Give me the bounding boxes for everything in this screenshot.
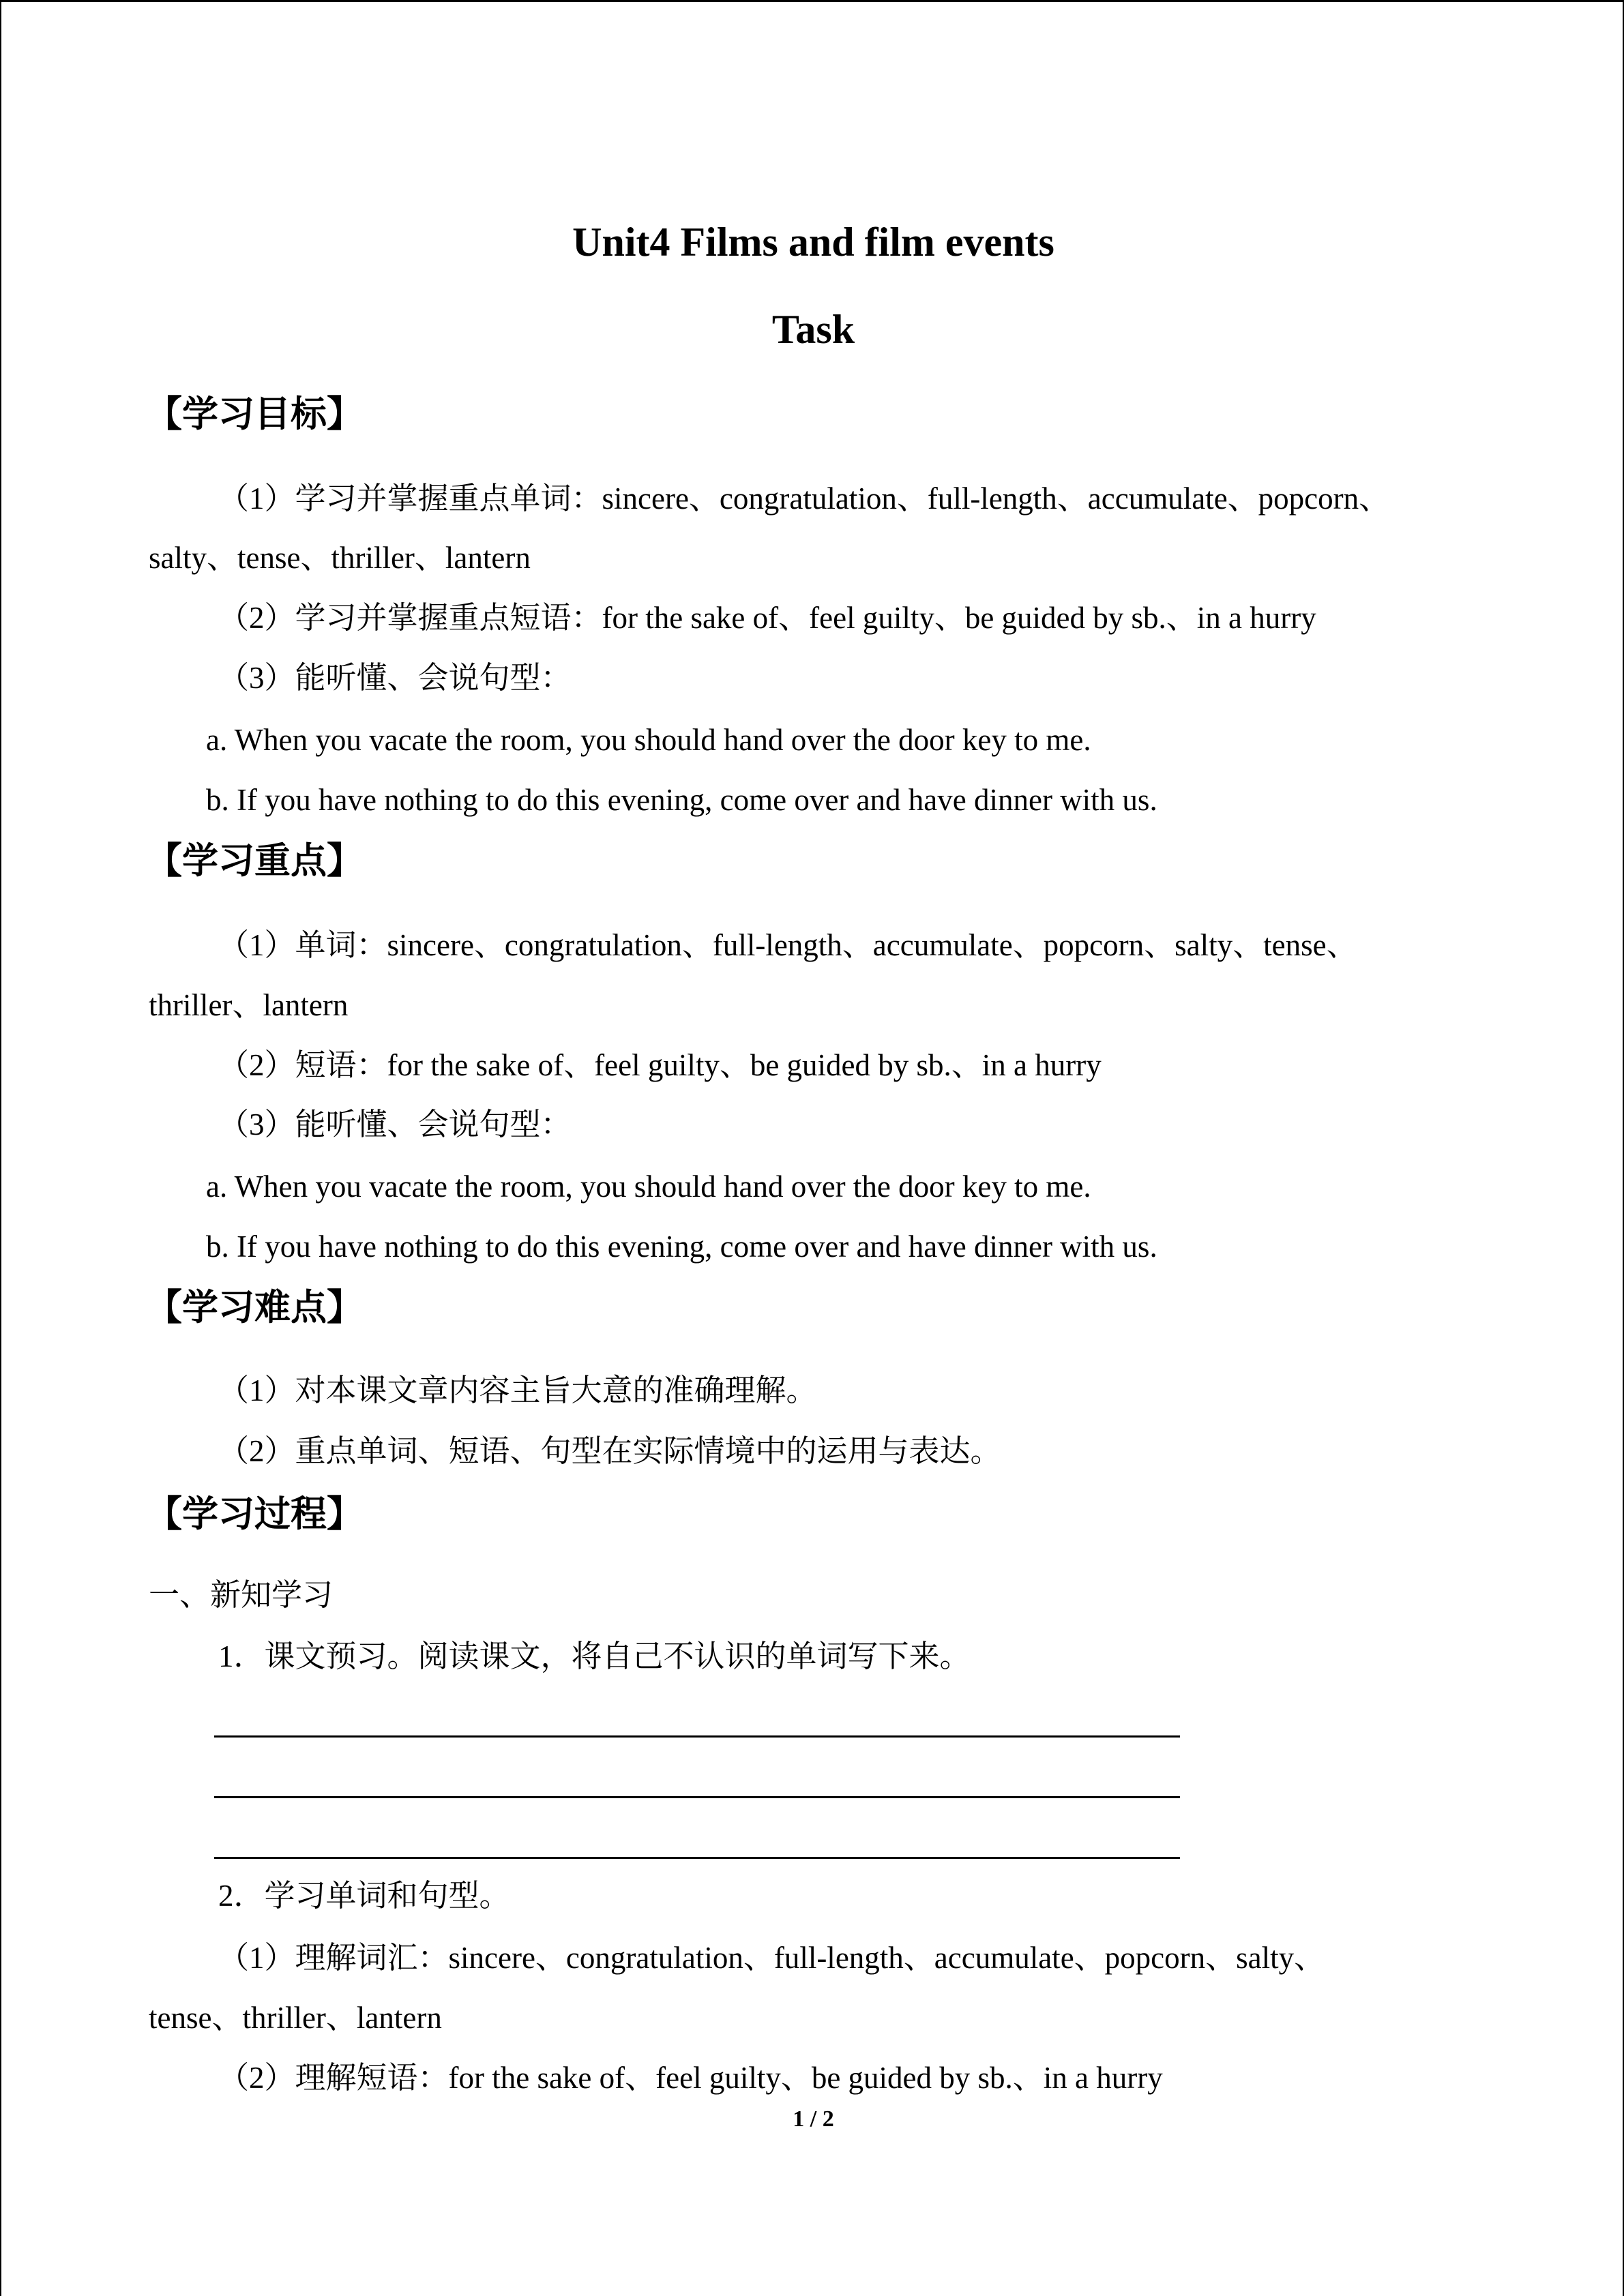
document-title: Unit4 Films and film events: [572, 220, 1054, 265]
process-step-1: 1．课文预习。阅读课文，将自己不认识的单词写下来。: [218, 1639, 971, 1673]
objectives-line-1b: salty、tense、thriller、lantern: [149, 541, 531, 575]
keypoints-sentence-a: a. When you vacate the room, you should hand over the door key to me.: [206, 1169, 1091, 1204]
process-step-2: 2．学习单词和句型。: [218, 1879, 510, 1913]
objectives-line-1a: （1）学习并掌握重点单词：sincere、congratulation、full-length、accumulate、popcorn、: [218, 481, 1390, 516]
difficulties-line-2: （2）重点单词、短语、句型在实际情境中的运用与表达。: [218, 1434, 1001, 1468]
section-heading-process: 【学习过程】: [146, 1493, 363, 1535]
process-step-2-line-1a: （1）理解词汇：sincere、congratulation、full-length、accumulate、popcorn、salty、: [218, 1941, 1325, 1975]
section-heading-keypoints: 【学习重点】: [146, 840, 363, 882]
answer-blank-line: [214, 1857, 1180, 1859]
objectives-line-3: （3）能听懂、会说句型：: [218, 661, 572, 695]
document-subtitle: Task: [771, 307, 855, 352]
keypoints-line-1b: thriller、lantern: [149, 988, 349, 1022]
process-step-2-line-1b: tense、thriller、lantern: [149, 2001, 442, 2035]
answer-blank-line: [214, 1735, 1180, 1738]
objectives-sentence-b: b. If you have nothing to do this evening, come over and have dinner with us.: [206, 783, 1157, 817]
keypoints-line-3: （3）能听懂、会说句型：: [218, 1107, 572, 1142]
section-heading-difficulties: 【学习难点】: [146, 1287, 363, 1328]
objectives-line-2: （2）学习并掌握重点短语：for the sake of、feel guilty、be guided by sb.、in a hurry: [218, 601, 1316, 635]
objectives-sentence-a: a. When you vacate the room, you should hand over the door key to me.: [206, 723, 1091, 757]
keypoints-line-1a: （1）单词：sincere、congratulation、full-length、accumulate、popcorn、salty、tense、: [218, 928, 1357, 962]
section-heading-objectives: 【学习目标】: [146, 393, 363, 435]
keypoints-sentence-b: b. If you have nothing to do this evening, come over and have dinner with us.: [206, 1229, 1157, 1264]
keypoints-line-2: （2）短语：for the sake of、feel guilty、be guided by sb.、in a hurry: [218, 1048, 1102, 1082]
difficulties-line-1: （1）对本课文章内容主旨大意的准确理解。: [218, 1373, 817, 1407]
answer-blank-line: [214, 1796, 1180, 1798]
page-number: 1 / 2: [793, 2106, 834, 2132]
process-part-1: 一、新知学习: [149, 1578, 334, 1612]
process-step-2-line-2: （2）理解短语：for the sake of、feel guilty、be guided by sb.、in a hurry: [218, 2061, 1163, 2095]
